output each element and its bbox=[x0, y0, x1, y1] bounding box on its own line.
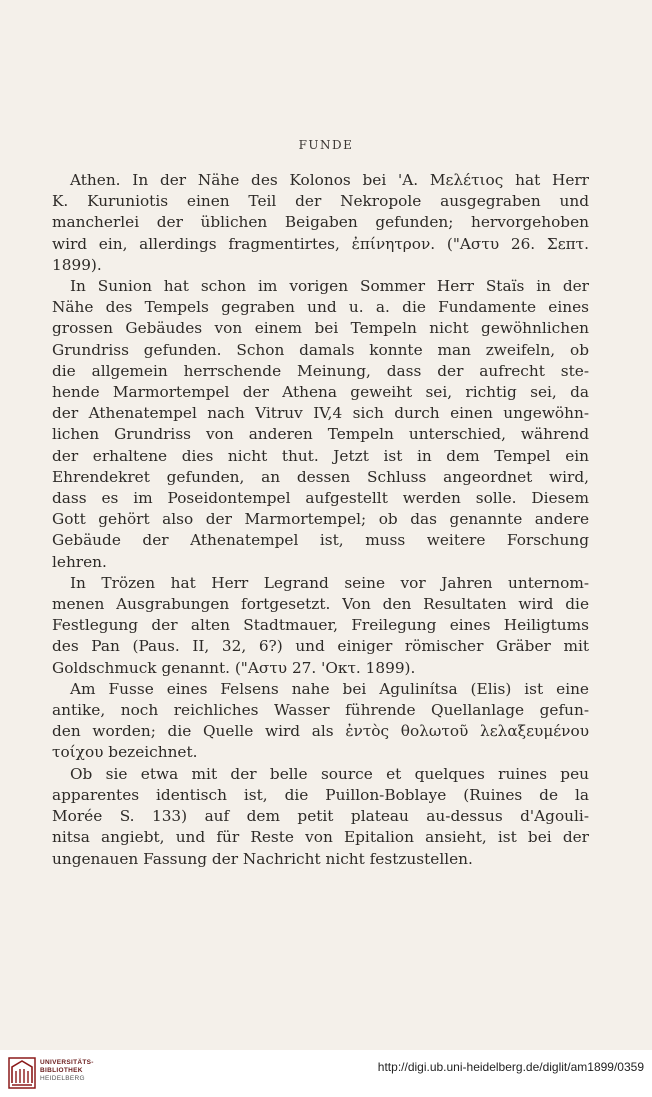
paragraph-agulinitsa bbox=[52, 679, 589, 764]
text-line: Gebäude der Athenatempel ist, muss weitere Forschung bbox=[52, 531, 589, 550]
text-line: Ehrendekret gefunden, an dessen Schluss angeordnet wird, bbox=[52, 467, 589, 486]
text-line: τοίχου bezeichnet. bbox=[52, 743, 198, 762]
library-name-line: HEIDELBERG bbox=[40, 1075, 85, 1082]
text-line: K. Kuruniotis einen Teil der Nekropole ausgegraben und bbox=[52, 192, 589, 211]
digitization-footer bbox=[0, 1050, 652, 1097]
library-name bbox=[40, 1059, 94, 1083]
text-line: Nähe des Tempels gegraben und u. a. die Fundamente eines bbox=[52, 298, 589, 317]
library-name-line: UNIVERSITÄTS- bbox=[40, 1059, 94, 1066]
text-line: antike, noch reichliches Wasser führende Quellanlage gefun- bbox=[52, 701, 589, 720]
text-line: apparentes identisch ist, die Puillon-Boblaye (Ruines de la bbox=[52, 785, 589, 804]
text-line: die allgemein herrschende Meinung, dass der aufrecht ste- bbox=[52, 361, 589, 380]
text-line: des Pan (Paus. II, 32, 6?) und einiger römischer Gräber mit bbox=[52, 637, 589, 656]
text-line: Gott gehört also der Marmortempel; ob das genannte andere bbox=[52, 510, 589, 529]
text-line: In Trözen hat Herr Legrand seine vor Jahren unternom- bbox=[70, 573, 589, 592]
text-line: mancherlei der üblichen Beigaben gefunden; hervorgehoben bbox=[52, 213, 589, 232]
paragraph-troezen bbox=[52, 573, 589, 679]
source-url-link[interactable]: http://digi.ub.uni-heidelberg.de/diglit/am1899/0359 bbox=[377, 1060, 644, 1074]
text-line: wird ein, allerdings fragmentirtes, ἐπίνητρον. ("Αστυ 26. Σεπτ. bbox=[52, 234, 589, 253]
text-line: dass es im Poseidontempel aufgestellt werden solle. Diesem bbox=[52, 489, 589, 508]
library-name-line: BIBLIOTHEK bbox=[40, 1067, 83, 1074]
text-line: menen Ausgrabungen fortgesetzt. Von den Resultaten wird die bbox=[52, 595, 589, 614]
text-line: Am Fusse eines Felsens nahe bei Agulinítsa (Elis) ist eine bbox=[70, 679, 589, 698]
text-line: lichen Grundriss von anderen Tempeln unterschied, während bbox=[52, 425, 589, 444]
text-line: Ob sie etwa mit der belle source et quelques ruines peu bbox=[70, 764, 589, 783]
text-line: Morée S. 133) auf dem petit plateau au-dessus d'Agouli- bbox=[52, 807, 589, 826]
text-line: Athen. In der Nähe des Kolonos bei 'A. Μελέτιος hat Herr bbox=[70, 171, 589, 189]
text-line: Festlegung der alten Stadtmauer, Freilegung eines Heiligtums bbox=[52, 616, 589, 635]
text-line: der erhaltene dies nicht thut. Jetzt ist in dem Tempel ein bbox=[52, 446, 589, 465]
article-body bbox=[52, 170, 589, 870]
text-line: In Sunion hat schon im vorigen Sommer Herr Staïs in der bbox=[70, 277, 589, 296]
text-line: lehren. bbox=[52, 552, 107, 571]
text-line: nitsa angiebt, und für Reste von Epitalion ansieht, ist bei der bbox=[52, 828, 589, 847]
text-line: Goldschmuck genannt. ("Αστυ 27. 'Οκτ. 1899). bbox=[52, 658, 416, 677]
text-line: Grundriss gefunden. Schon damals konnte man zweifeln, ob bbox=[52, 340, 589, 359]
paragraph-athen bbox=[52, 170, 589, 276]
text-line: grossen Gebäudes von einem bei Tempeln nicht gewöhnlichen bbox=[52, 319, 589, 338]
text-line: der Athenatempel nach Vitruv IV,4 sich durch einen ungewöhn- bbox=[52, 404, 589, 423]
text-line: hende Marmortempel der Athena geweiht sei, richtig sei, da bbox=[52, 383, 589, 402]
paragraph-sunion bbox=[52, 276, 589, 573]
text-line: ungenauen Fassung der Nachricht nicht festzustellen. bbox=[52, 849, 473, 868]
page-header: FUNDE bbox=[298, 138, 354, 152]
text-line: den worden; die Quelle wird als ἐντὸς θολωτοῦ λελαξευμένου bbox=[52, 722, 589, 741]
paragraph-belle-source bbox=[52, 764, 589, 870]
text-line: 1899). bbox=[52, 255, 102, 274]
library-logo-icon bbox=[8, 1057, 36, 1089]
